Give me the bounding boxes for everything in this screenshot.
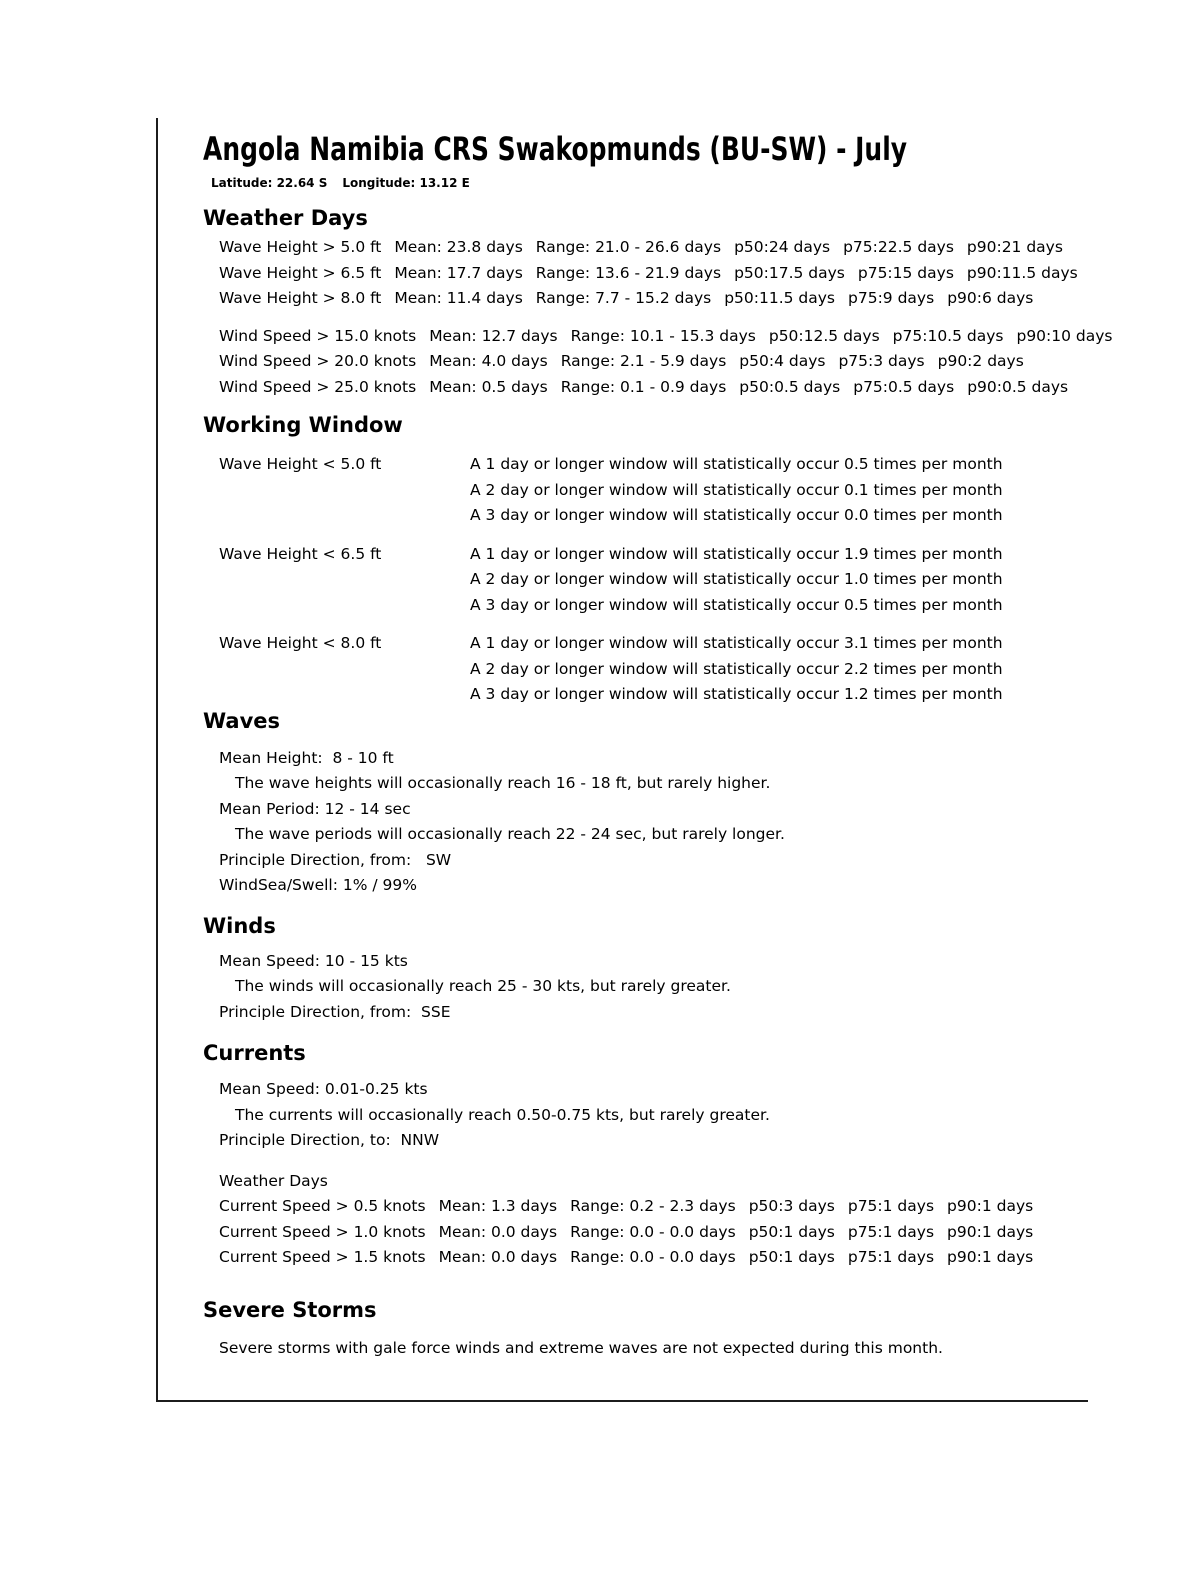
working-window-line: A 2 day or longer window will statistically occur 2.2 times per month bbox=[470, 659, 1003, 678]
row-p50: p50:0.5 days bbox=[739, 377, 841, 396]
row-p90: p90:0.5 days bbox=[967, 377, 1069, 396]
working-window-line: A 2 day or longer window will statistically occur 1.0 times per month bbox=[470, 570, 1003, 588]
row-mean: Mean: 0.5 days bbox=[429, 377, 548, 396]
row-p90: p90:2 days bbox=[937, 352, 1024, 370]
waves-direction-line: Principle Direction, from: SW bbox=[219, 850, 452, 869]
working-window-label: Wave Height < 5.0 ft bbox=[219, 455, 382, 473]
row-p50: p50:12.5 days bbox=[768, 326, 880, 345]
waves-mean-height-line: Mean Height: 8 - 10 ft bbox=[219, 748, 394, 767]
severe-storms-details bbox=[203, 1336, 1193, 1362]
working-window-label: Wave Height < 6.5 ft bbox=[219, 544, 382, 563]
row-p75: p75:0.5 days bbox=[853, 377, 955, 396]
weather-day-row bbox=[219, 1245, 1193, 1271]
row-mean: Mean: 4.0 days bbox=[429, 352, 548, 370]
row-mean: Mean: 11.4 days bbox=[394, 289, 523, 307]
coordinates-line bbox=[211, 175, 1193, 191]
row-p50: p50:11.5 days bbox=[724, 289, 836, 307]
row-p50: p50:3 days bbox=[748, 1197, 835, 1215]
row-range: Range: 0.0 - 0.0 days bbox=[570, 1222, 736, 1241]
working-window-lines bbox=[470, 631, 1193, 708]
waves-windsea-swell-line: WindSea/Swell: 1% / 99% bbox=[219, 876, 417, 894]
section-heading-working-window: Working Window bbox=[203, 413, 403, 437]
weather-day-row bbox=[219, 349, 1193, 375]
currents-weather-days-subheading: Weather Days bbox=[219, 1171, 328, 1190]
working-window-line: A 3 day or longer window will statistically occur 0.5 times per month bbox=[470, 595, 1003, 614]
row-label: Wind Speed > 25.0 knots bbox=[219, 377, 417, 396]
row-range: Range: 21.0 - 26.6 days bbox=[535, 238, 722, 256]
row-label: Current Speed > 1.5 knots bbox=[219, 1248, 426, 1266]
row-range: Range: 7.7 - 15.2 days bbox=[535, 289, 712, 307]
row-range: Range: 0.0 - 0.0 days bbox=[570, 1248, 736, 1266]
working-window-group bbox=[203, 452, 1193, 529]
row-range: Range: 2.1 - 5.9 days bbox=[560, 352, 727, 370]
row-p75: p75:1 days bbox=[847, 1248, 935, 1266]
row-label: Wave Height > 8.0 ft bbox=[219, 289, 382, 307]
row-p75: p75:10.5 days bbox=[892, 326, 1004, 345]
row-p50: p50:1 days bbox=[748, 1222, 835, 1241]
row-p50: p50:1 days bbox=[748, 1248, 835, 1266]
currents-details bbox=[203, 1077, 1193, 1271]
currents-direction-line: Principle Direction, to: NNW bbox=[219, 1131, 440, 1149]
row-range: Range: 0.2 - 2.3 days bbox=[570, 1197, 736, 1215]
row-label: Wave Height > 6.5 ft bbox=[219, 263, 382, 282]
working-window-line: A 1 day or longer window will statistically occur 3.1 times per month bbox=[470, 634, 1003, 652]
longitude-value: Longitude: 13.12 E bbox=[342, 176, 470, 190]
row-p75: p75:9 days bbox=[848, 289, 935, 307]
row-p50: p50:24 days bbox=[734, 238, 831, 256]
row-mean: Mean: 1.3 days bbox=[438, 1197, 558, 1215]
working-window-lines bbox=[470, 542, 1193, 619]
row-p50: p50:4 days bbox=[739, 352, 826, 370]
winds-direction-line: Principle Direction, from: SSE bbox=[219, 1002, 451, 1021]
row-mean: Mean: 17.7 days bbox=[394, 263, 523, 282]
winds-details bbox=[203, 949, 1193, 1026]
report-content bbox=[203, 131, 1193, 1361]
row-p90: p90:21 days bbox=[966, 238, 1063, 256]
weather-day-row bbox=[219, 375, 1193, 401]
row-p75: p75:1 days bbox=[847, 1222, 935, 1241]
weather-day-row bbox=[219, 235, 1193, 261]
winds-mean-speed-line: Mean Speed: 10 - 15 kts bbox=[219, 951, 408, 970]
row-p90: p90:1 days bbox=[947, 1248, 1034, 1266]
row-label: Wave Height > 5.0 ft bbox=[219, 238, 382, 256]
row-p90: p90:10 days bbox=[1016, 326, 1113, 345]
working-window-lines bbox=[470, 452, 1193, 529]
working-window-group bbox=[203, 542, 1193, 619]
wind-speed-stat-rows bbox=[203, 324, 1193, 401]
working-window-line: A 2 day or longer window will statistically occur 0.1 times per month bbox=[470, 480, 1003, 499]
row-p75: p75:22.5 days bbox=[843, 238, 954, 256]
wave-height-stat-rows bbox=[203, 235, 1193, 312]
waves-height-note-line: The wave heights will occasionally reach 16 - 18 ft, but rarely higher. bbox=[235, 774, 771, 792]
row-range: Range: 0.1 - 0.9 days bbox=[560, 377, 727, 396]
row-p90: p90:1 days bbox=[947, 1197, 1034, 1215]
currents-mean-speed-line: Mean Speed: 0.01-0.25 kts bbox=[219, 1080, 428, 1098]
row-range: Range: 10.1 - 15.3 days bbox=[570, 326, 756, 345]
section-heading-winds: Winds bbox=[203, 913, 276, 938]
row-mean: Mean: 12.7 days bbox=[429, 326, 558, 345]
page-title: Angola Namibia CRS Swakopmunds (BU-SW) - July bbox=[203, 130, 908, 168]
weather-day-row bbox=[219, 1194, 1193, 1220]
row-label: Wind Speed > 20.0 knots bbox=[219, 352, 417, 370]
currents-note-line: The currents will occasionally reach 0.50-0.75 kts, but rarely greater. bbox=[235, 1105, 770, 1124]
working-window-line: A 3 day or longer window will statistically occur 0.0 times per month bbox=[470, 506, 1003, 524]
row-p75: p75:3 days bbox=[838, 352, 925, 370]
winds-note-line: The winds will occasionally reach 25 - 30 kts, but rarely greater. bbox=[235, 977, 731, 995]
row-p75: p75:15 days bbox=[857, 263, 954, 282]
waves-mean-period-line: Mean Period: 12 - 14 sec bbox=[219, 799, 411, 818]
section-heading-weather-days: Weather Days bbox=[203, 206, 368, 230]
latitude-value: Latitude: 22.64 S bbox=[211, 176, 328, 190]
waves-period-note-line: The wave periods will occasionally reach 22 - 24 sec, but rarely longer. bbox=[235, 825, 785, 843]
row-range: Range: 13.6 - 21.9 days bbox=[535, 263, 722, 282]
row-p50: p50:17.5 days bbox=[734, 263, 845, 282]
row-p90: p90:1 days bbox=[947, 1222, 1034, 1241]
weather-day-row bbox=[219, 286, 1193, 312]
waves-details bbox=[203, 746, 1193, 899]
section-heading-currents: Currents bbox=[203, 1041, 306, 1065]
working-window-line: A 1 day or longer window will statistically occur 1.9 times per month bbox=[470, 544, 1003, 563]
working-window-line: A 3 day or longer window will statistically occur 1.2 times per month bbox=[470, 685, 1003, 703]
weather-day-row bbox=[219, 1220, 1193, 1246]
row-label: Current Speed > 0.5 knots bbox=[219, 1197, 426, 1215]
weather-day-row bbox=[219, 324, 1193, 350]
row-label: Current Speed > 1.0 knots bbox=[219, 1222, 426, 1241]
row-mean: Mean: 0.0 days bbox=[438, 1222, 558, 1241]
working-window-label: Wave Height < 8.0 ft bbox=[219, 634, 382, 652]
row-label: Wind Speed > 15.0 knots bbox=[219, 326, 417, 345]
row-p90: p90:11.5 days bbox=[966, 263, 1078, 282]
working-window-group bbox=[203, 631, 1193, 708]
row-p75: p75:1 days bbox=[847, 1197, 935, 1215]
title-row bbox=[203, 131, 1193, 167]
row-mean: Mean: 23.8 days bbox=[394, 238, 523, 256]
row-p90: p90:6 days bbox=[947, 289, 1034, 307]
section-heading-waves: Waves bbox=[203, 708, 281, 733]
working-window-line: A 1 day or longer window will statistically occur 0.5 times per month bbox=[470, 455, 1003, 473]
section-heading-severe-storms: Severe Storms bbox=[203, 1297, 377, 1322]
weather-day-row bbox=[219, 261, 1193, 287]
severe-storms-text: Severe storms with gale force winds and extreme waves are not expected during this month. bbox=[219, 1338, 943, 1357]
row-mean: Mean: 0.0 days bbox=[438, 1248, 558, 1266]
